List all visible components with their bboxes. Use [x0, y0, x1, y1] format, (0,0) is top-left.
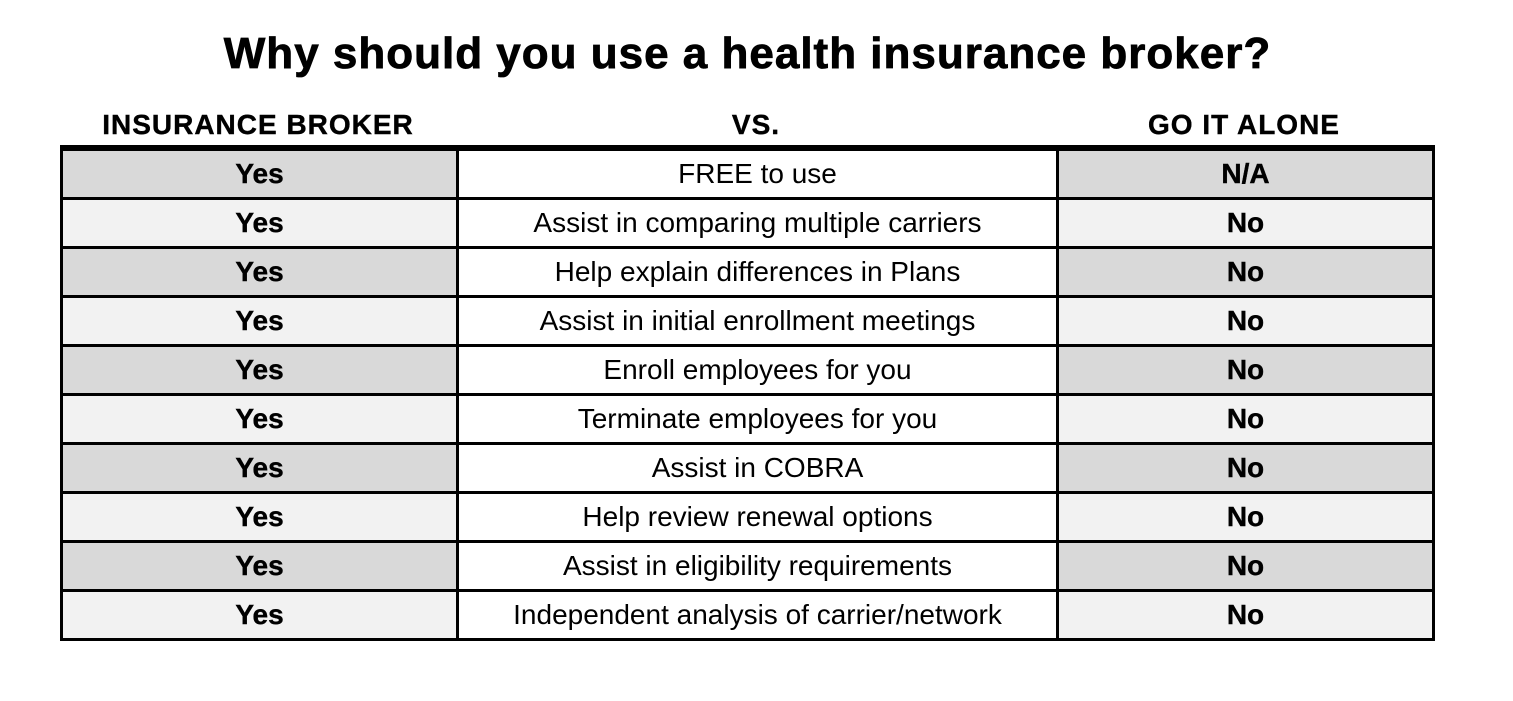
header-insurance-broker: INSURANCE BROKER: [102, 109, 414, 140]
feature-cell: Independent analysis of carrier/network: [458, 591, 1058, 640]
table-row: [62, 346, 1434, 395]
go-it-alone-cell: No: [1058, 444, 1434, 493]
table-row: [62, 542, 1434, 591]
table-row: [62, 493, 1434, 542]
go-it-alone-cell: No: [1058, 493, 1434, 542]
feature-cell: Enroll employees for you: [458, 346, 1058, 395]
go-it-alone-cell: No: [1058, 542, 1434, 591]
column-headers: [60, 107, 1432, 143]
broker-cell: Yes: [62, 199, 458, 248]
go-it-alone-cell: No: [1058, 395, 1434, 444]
feature-cell: Terminate employees for you: [458, 395, 1058, 444]
feature-cell: Assist in eligibility requirements: [458, 542, 1058, 591]
feature-cell: FREE to use: [458, 148, 1058, 199]
table-row: [62, 395, 1434, 444]
go-it-alone-cell: No: [1058, 591, 1434, 640]
header-go-it-alone: GO IT ALONE: [1148, 109, 1340, 140]
table-row: [62, 148, 1434, 199]
table-row: [62, 444, 1434, 493]
comparison-table-wrapper: [60, 145, 1432, 641]
broker-cell: Yes: [62, 542, 458, 591]
go-it-alone-cell: No: [1058, 248, 1434, 297]
broker-cell: Yes: [62, 493, 458, 542]
go-it-alone-cell: No: [1058, 297, 1434, 346]
broker-cell: Yes: [62, 395, 458, 444]
feature-cell: Help review renewal options: [458, 493, 1058, 542]
feature-cell: Assist in comparing multiple carriers: [458, 199, 1058, 248]
go-it-alone-cell: No: [1058, 199, 1434, 248]
page-title: Why should you use a health insurance broker?: [223, 29, 1272, 78]
broker-cell: Yes: [62, 248, 458, 297]
broker-cell: Yes: [62, 148, 458, 199]
table-row: [62, 248, 1434, 297]
table-row: [62, 591, 1434, 640]
feature-cell: Help explain differences in Plans: [458, 248, 1058, 297]
broker-cell: Yes: [62, 444, 458, 493]
feature-cell: Assist in initial enrollment meetings: [458, 297, 1058, 346]
broker-cell: Yes: [62, 591, 458, 640]
feature-cell: Assist in COBRA: [458, 444, 1058, 493]
comparison-table: [60, 145, 1435, 641]
header-vs: VS.: [731, 109, 781, 140]
go-it-alone-cell: No: [1058, 346, 1434, 395]
broker-cell: Yes: [62, 346, 458, 395]
go-it-alone-cell: N/A: [1058, 148, 1434, 199]
broker-cell: Yes: [62, 297, 458, 346]
table-row: [62, 199, 1434, 248]
table-row: [62, 297, 1434, 346]
